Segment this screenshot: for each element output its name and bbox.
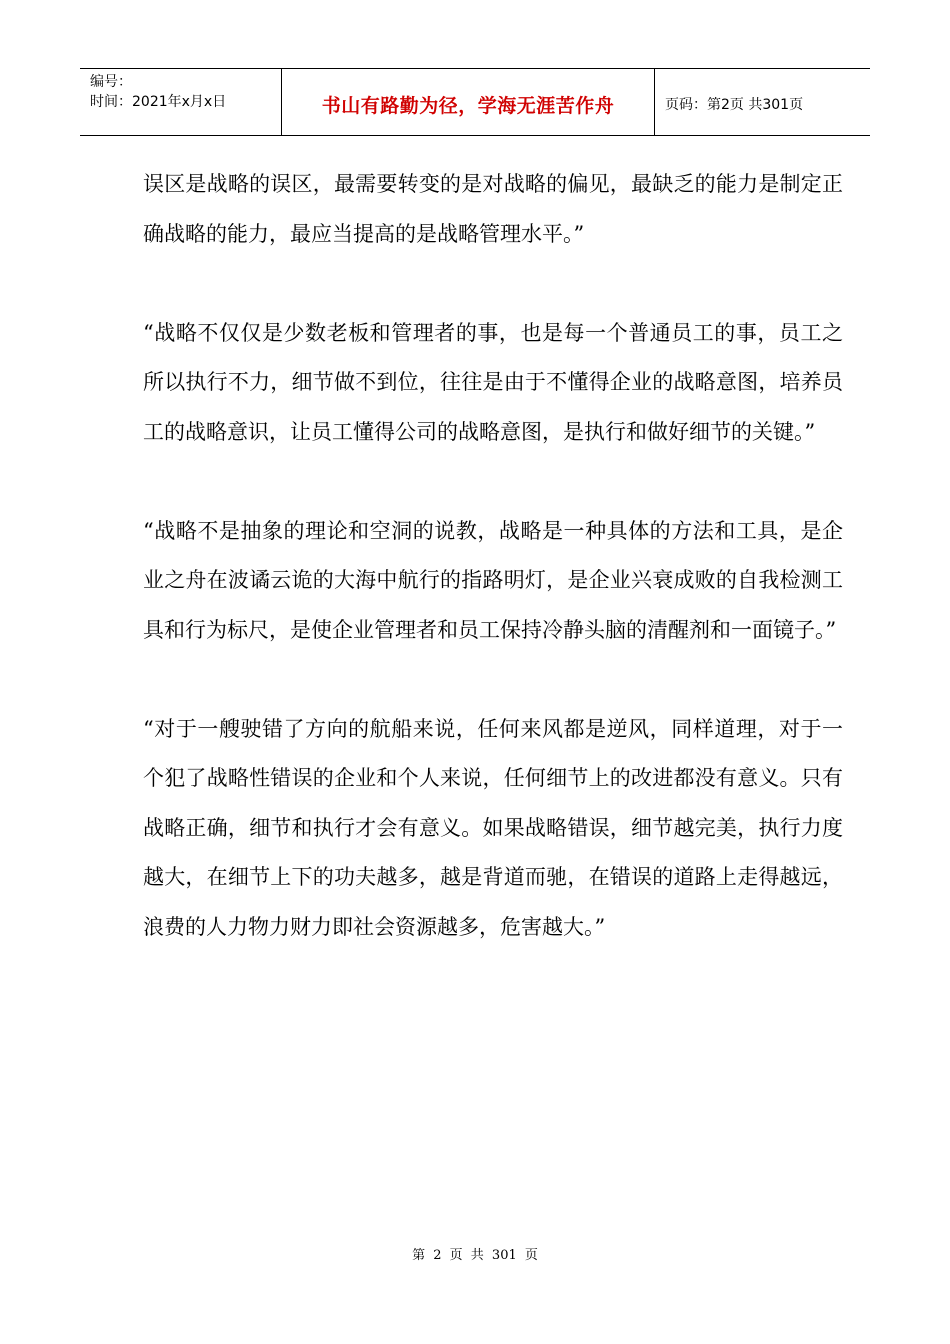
header-motto: 书山有路勤为径，学海无涯苦作舟 <box>321 94 615 117</box>
body-paragraph: 误区是战略的误区，最需要转变的是对战略的偏见，最缺乏的能力是制定正确战略的能力，最应当提高的是战略管理水平。” <box>143 172 843 246</box>
body-paragraph: “对于一艘驶错了方向的航船来说，任何来风都是逆风，同样道理，对于一个犯了战略性错误的企业和个人来说，任何细节上的改进都没有意义。只有战略正确，细节和执行才会有意义。如果战略错误，细节越完美，执行力度越大，在细节上下的功夫越多，越是背道而驰，在错误的道路上走得越远，浪费的人力物力财力即社会资源越多，危害越大。” <box>143 716 843 939</box>
document-header <box>80 68 870 136</box>
document-body <box>143 160 843 1002</box>
document-date-label: 时间：2021年x月x日 <box>90 94 227 110</box>
header-meta-cell <box>80 69 282 135</box>
document-number-label: 编号： <box>90 74 132 90</box>
footer-page-number: 第 2 页 共 301 页 <box>412 1248 538 1263</box>
header-page-info: 页码：第2页 共301页 <box>665 97 804 113</box>
body-paragraph: “战略不是抽象的理论和空洞的说教，战略是一种具体的方法和工具，是企业之舟在波谲云诡的大海中航行的指路明灯，是企业兴衰成败的自我检测工具和行为标尺，是使企业管理者和员工保持冷静头脑的清醒剂和一面镜子。” <box>143 518 843 642</box>
page-footer <box>0 1244 950 1263</box>
body-paragraph: “战略不仅仅是少数老板和管理者的事，也是每一个普通员工的事，员工之所以执行不力，细节做不到位，往往是由于不懂得企业的战略意图，培养员工的战略意识，让员工懂得公司的战略意图，是执行和做好细节的关键。” <box>143 320 843 444</box>
header-page-cell <box>655 69 870 135</box>
header-motto-cell <box>282 69 655 135</box>
